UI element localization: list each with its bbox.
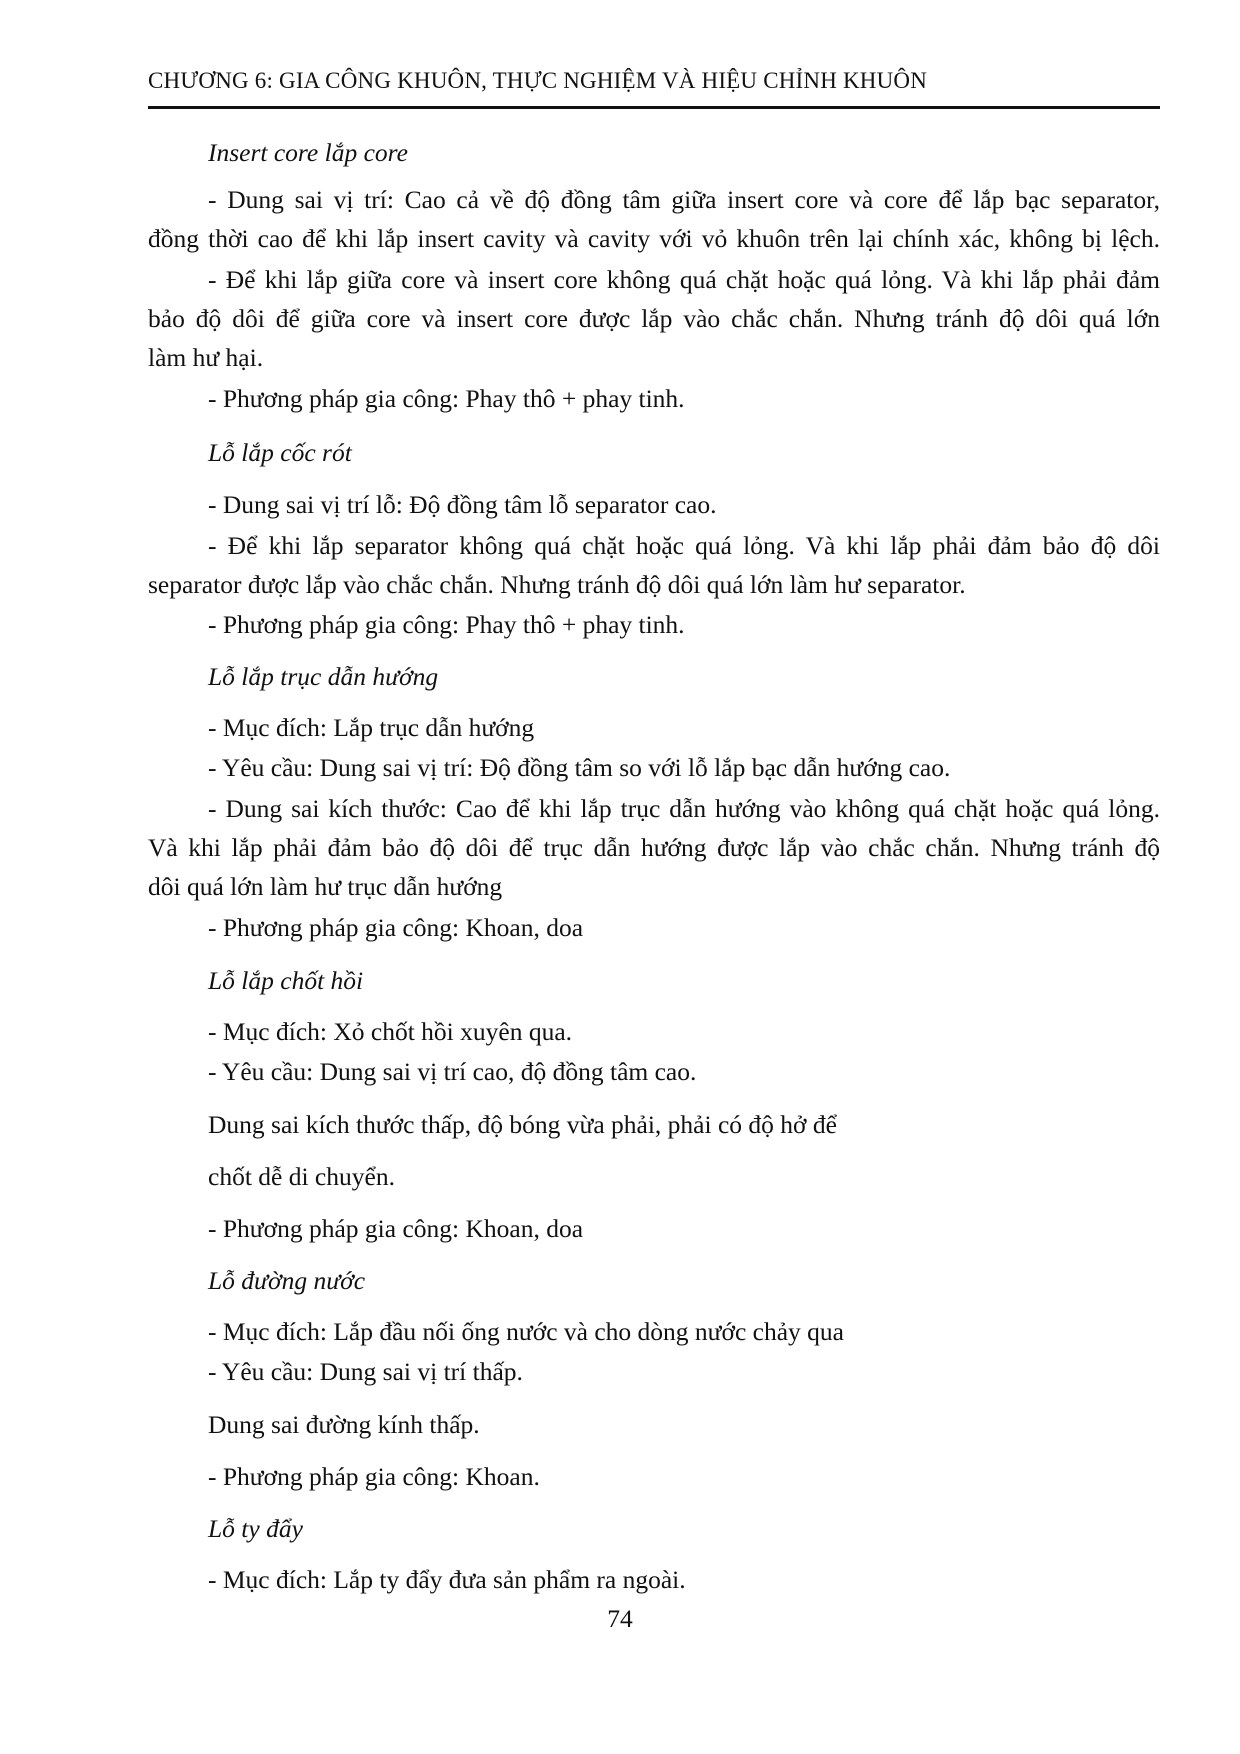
paragraph-line: Và khi lắp phải đảm bảo độ dôi để trục dẫn hướng được lắp vào chắc chắn. Nhưng tránh độ — [148, 833, 1160, 862]
paragraph-line: - Để khi lắp separator không quá chặt hoặc quá lỏng. Và khi lắp phải đảm bảo độ dôi — [208, 531, 1160, 560]
section-heading-truc-dan-huong: Lỗ lắp trục dẫn hướng — [208, 662, 439, 691]
header-divider — [148, 106, 1160, 109]
paragraph-line: separator được lắp vào chắc chắn. Nhưng tránh độ dôi quá lớn làm hư separator. — [148, 570, 966, 599]
paragraph-line: - Mục đích: Lắp đầu nối ống nước và cho dòng nước chảy qua — [208, 1317, 844, 1346]
paragraph-line: - Dung sai kích thước: Cao để khi lắp trục dẫn hướng vào không quá chặt hoặc quá lỏng. — [208, 794, 1160, 823]
paragraph-line: dôi quá lớn làm hư trục dẫn hướng — [148, 872, 503, 901]
section-heading-ty-day: Lỗ ty đẩy — [208, 1514, 303, 1543]
paragraph-line: - Dung sai vị trí: Cao cả về độ đồng tâm giữa insert core và core để lắp bạc separator, — [208, 185, 1160, 214]
paragraph-line: - Phương pháp gia công: Khoan, doa — [208, 1214, 584, 1243]
paragraph-line: - Mục đích: Xỏ chốt hồi xuyên qua. — [208, 1017, 573, 1046]
paragraph-line: bảo độ dôi để giữa core và insert core được lắp vào chắc chắn. Nhưng tránh độ dôi quá lớn — [148, 304, 1160, 333]
paragraph-line: đồng thời cao để khi lắp insert cavity và cavity với vỏ khuôn trên lại chính xác, không bị lệch. — [148, 224, 1160, 253]
page-number: 74 — [607, 1604, 633, 1633]
paragraph-line: - Mục đích: Lắp ty đẩy đưa sản phẩm ra ngoài. — [208, 1565, 686, 1594]
paragraph-line: - Để khi lắp giữa core và insert core không quá chặt hoặc quá lỏng. Và khi lắp phải đảm — [208, 265, 1160, 294]
paragraph-line: chốt dễ di chuyển. — [208, 1162, 395, 1191]
paragraph-line: - Phương pháp gia công: Phay thô + phay tinh. — [208, 610, 685, 639]
paragraph-line: - Phương pháp gia công: Khoan. — [208, 1462, 540, 1491]
section-heading-duong-nuoc: Lỗ đường nước — [208, 1266, 366, 1295]
section-heading-chot-hoi: Lỗ lắp chốt hồi — [208, 966, 364, 995]
paragraph-line: làm hư hại. — [148, 343, 264, 372]
paragraph-line: - Dung sai vị trí lỗ: Độ đồng tâm lỗ separator cao. — [208, 490, 717, 519]
paragraph-line: Dung sai đường kính thấp. — [208, 1410, 480, 1439]
chapter-header: CHƯƠNG 6: GIA CÔNG KHUÔN, THỰC NGHIỆM VÀ HIỆU CHỈNH KHUÔN — [148, 68, 928, 93]
paragraph-line: - Phương pháp gia công: Phay thô + phay tinh. — [208, 384, 685, 413]
paragraph-line: - Yêu cầu: Dung sai vị trí: Độ đồng tâm so với lỗ lắp bạc dẫn hướng cao. — [208, 753, 951, 782]
section-heading-coc-rot: Lỗ lắp cốc rót — [208, 438, 352, 467]
paragraph-line: - Yêu cầu: Dung sai vị trí thấp. — [208, 1357, 523, 1386]
paragraph-line: - Yêu cầu: Dung sai vị trí cao, độ đồng tâm cao. — [208, 1057, 697, 1086]
paragraph-line: Dung sai kích thước thấp, độ bóng vừa phải, phải có độ hở để — [208, 1110, 837, 1139]
paragraph-line: - Phương pháp gia công: Khoan, doa — [208, 913, 584, 942]
paragraph-line: - Mục đích: Lắp trục dẫn hướng — [208, 713, 535, 742]
section-heading-insert-core: Insert core lắp core — [208, 138, 408, 167]
